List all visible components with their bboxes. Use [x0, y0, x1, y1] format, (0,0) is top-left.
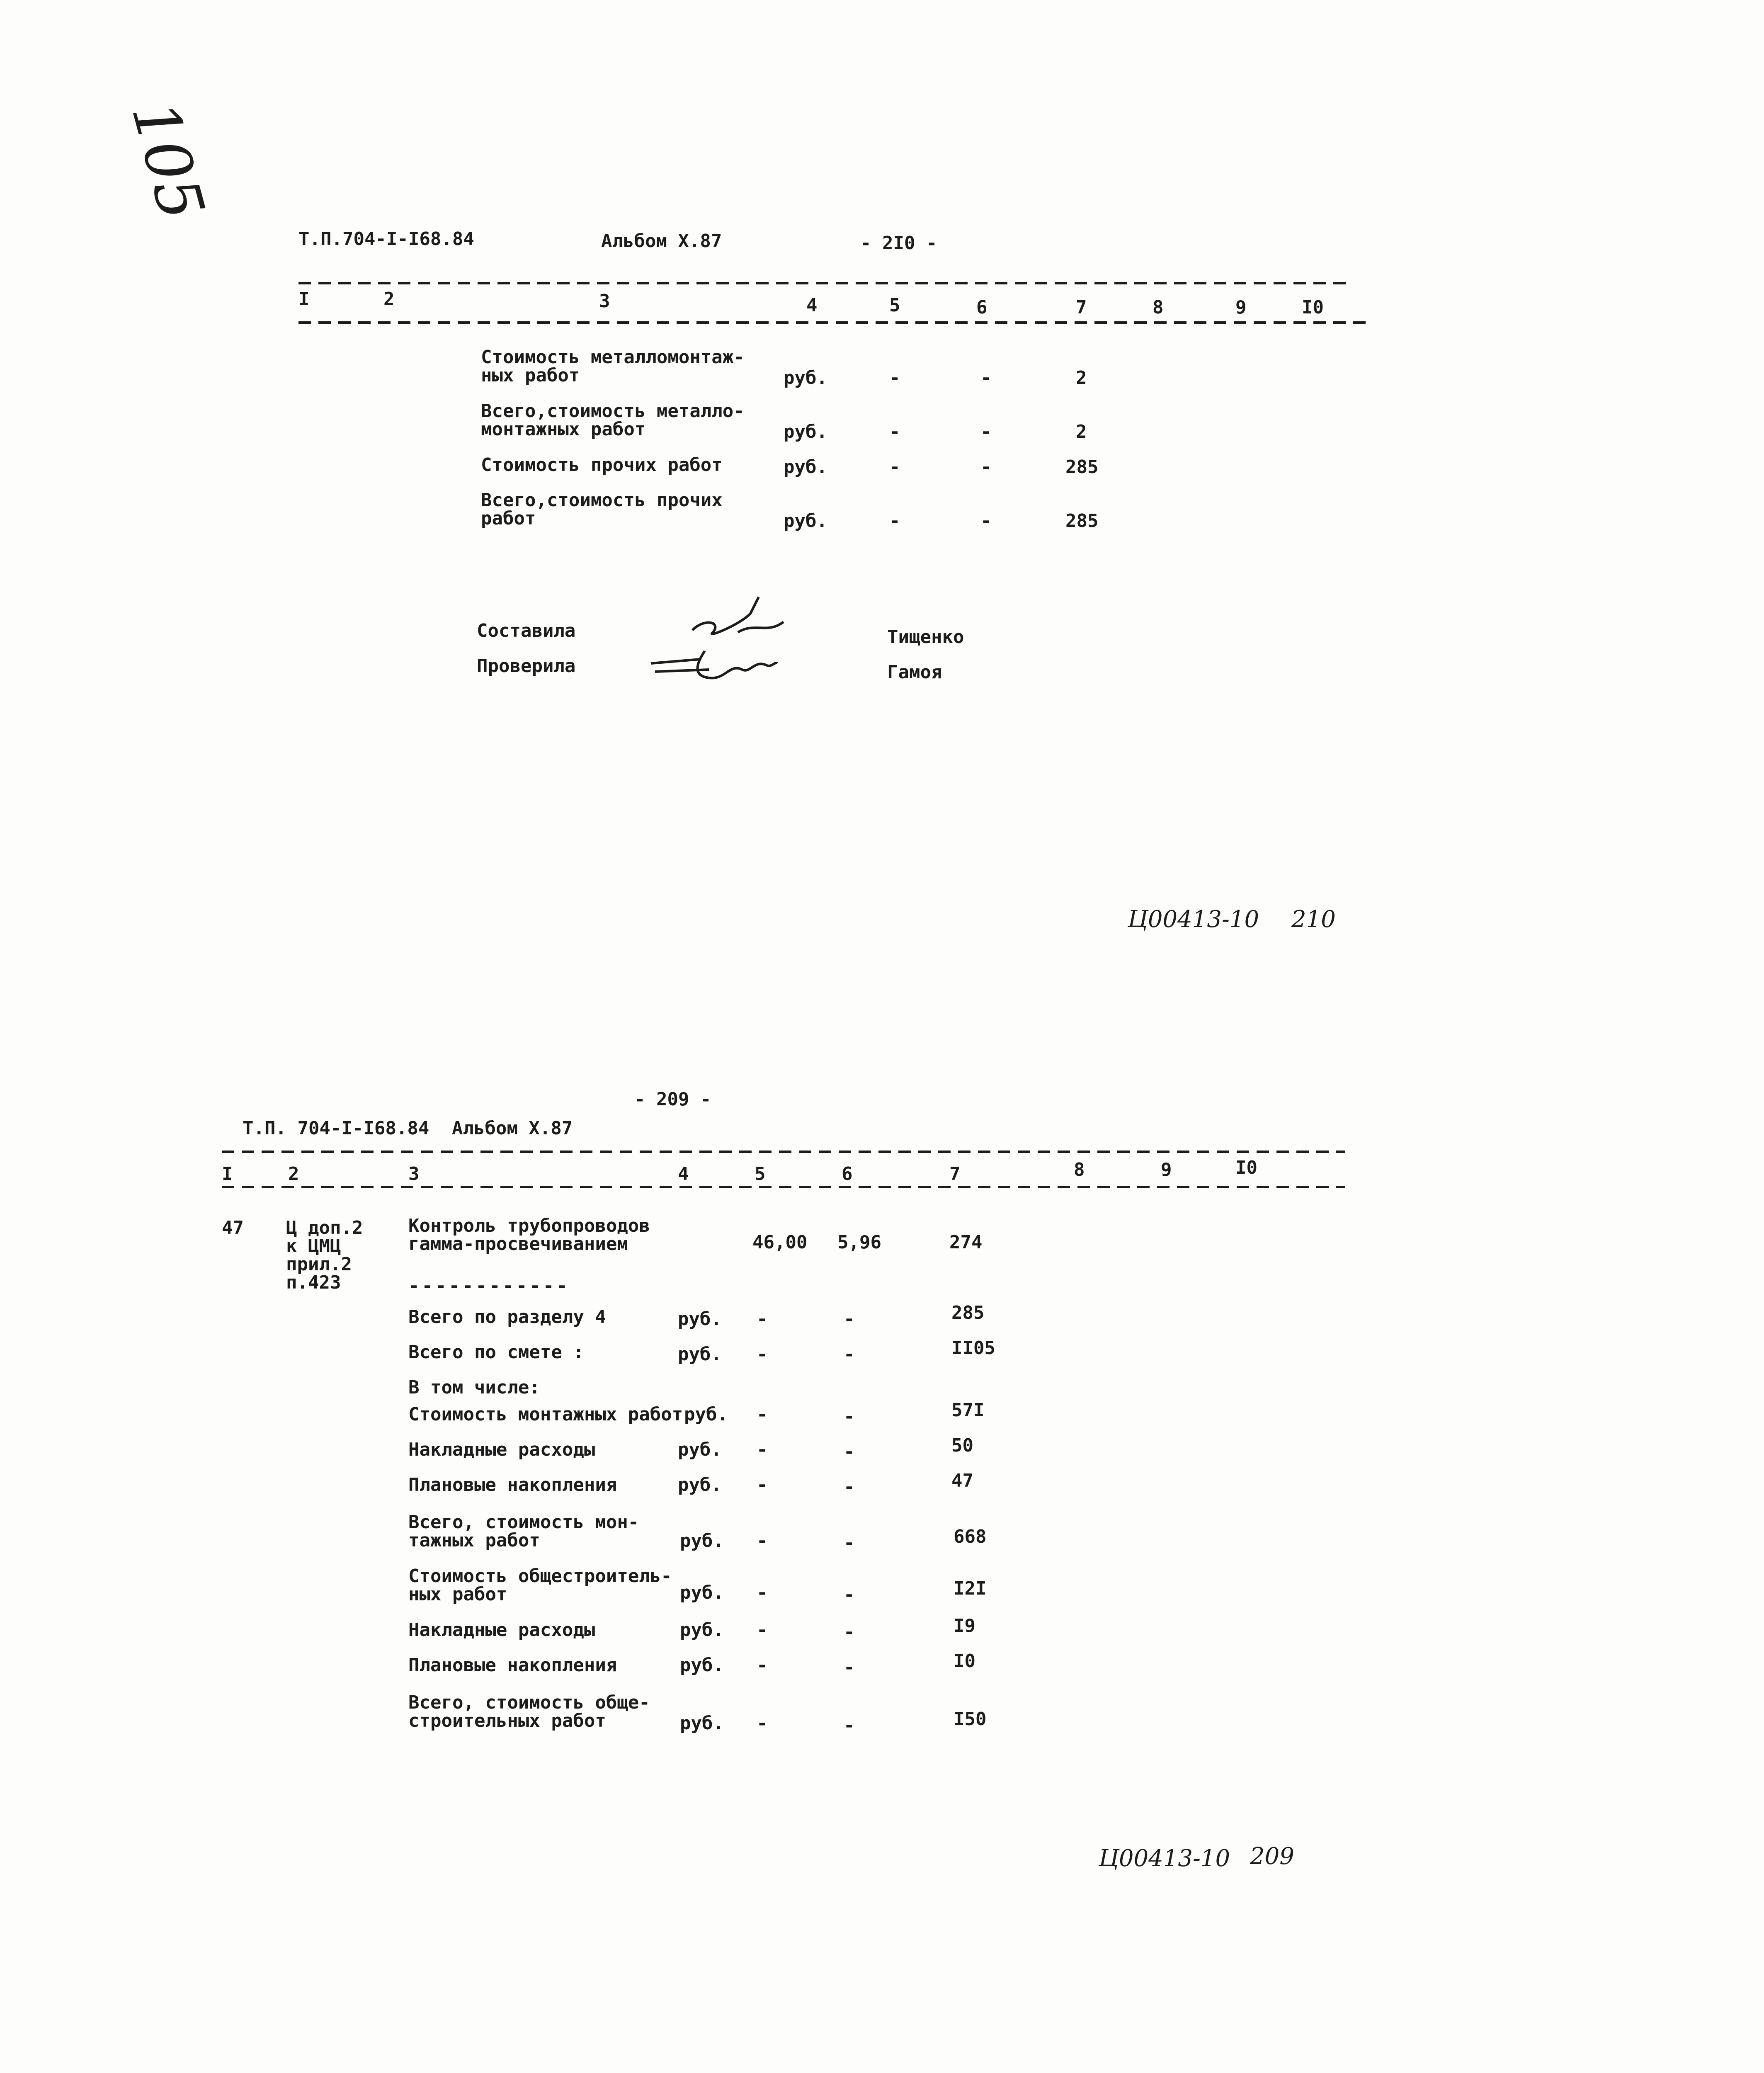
- signature-name: Гамоя: [887, 662, 942, 683]
- sheet-210-rule-bottom: [298, 321, 1368, 324]
- row-col7: 285: [1065, 510, 1099, 532]
- item-description: Контроль трубопроводов гамма-просвечиванием: [408, 1215, 650, 1255]
- sheet-209-stamp-page: 209: [1250, 1843, 1294, 1870]
- col-5: 5: [889, 295, 900, 316]
- row-col7: I2I: [954, 1578, 987, 1599]
- sheet-209-album: Альбом X.87: [452, 1118, 573, 1139]
- row-col5: -: [757, 1582, 768, 1603]
- row-description: Всего, стоимость обще- строительных работ: [408, 1692, 650, 1731]
- item-separator: ------------: [408, 1275, 570, 1296]
- row-col5: -: [757, 1308, 768, 1330]
- col-8: 8: [1153, 297, 1164, 318]
- row-col5: -: [757, 1474, 768, 1495]
- corner-handwritten-mark: 105: [117, 94, 218, 228]
- row-col7: 285: [1065, 456, 1099, 478]
- row-unit: руб.: [684, 1404, 728, 1425]
- row-col6: -: [980, 421, 992, 442]
- row-col7: I50: [954, 1709, 987, 1730]
- sheet-210-stamp-code: Ц00413-10: [1128, 906, 1259, 933]
- row-unit: руб.: [784, 510, 827, 532]
- row-description: Плановые накопления: [408, 1655, 617, 1676]
- signature-role: Проверила: [477, 655, 576, 677]
- signature-role: Составила: [477, 620, 576, 641]
- row-col7: 285: [951, 1302, 985, 1323]
- row-col7: 2: [1076, 367, 1087, 388]
- row-col7: 668: [954, 1526, 987, 1547]
- col-9: 9: [1161, 1159, 1172, 1180]
- row-unit: руб.: [680, 1655, 724, 1676]
- row-col5: -: [757, 1713, 768, 1734]
- item-col6: 5,96: [837, 1232, 881, 1253]
- row-description: Стоимость монтажных работ: [408, 1404, 683, 1425]
- row-col6: -: [980, 367, 992, 388]
- row-col5: -: [757, 1655, 768, 1676]
- row-col7: 57I: [951, 1400, 985, 1421]
- col-6: 6: [842, 1163, 853, 1185]
- row-col5: -: [889, 456, 900, 478]
- row-col7: 50: [951, 1435, 973, 1456]
- item-number: 47: [222, 1217, 244, 1238]
- row-description: Стоимость металломонтаж- ных работ: [481, 347, 745, 386]
- row-description: Всего, стоимость мон- тажных работ: [408, 1512, 639, 1551]
- row-col6: -: [844, 1715, 855, 1736]
- row-unit: руб.: [680, 1713, 724, 1734]
- sheet-209-stamp-code: Ц00413-10: [1099, 1845, 1230, 1872]
- row-unit: руб.: [680, 1619, 724, 1641]
- row-unit: руб.: [678, 1474, 722, 1495]
- row-unit: руб.: [678, 1308, 722, 1330]
- row-col6: -: [844, 1657, 855, 1678]
- row-col5: -: [889, 510, 900, 532]
- sheet-210-rule-top: [298, 282, 1347, 284]
- row-col6: -: [844, 1622, 855, 1643]
- row-unit: руб.: [678, 1344, 722, 1365]
- row-unit: руб.: [680, 1530, 724, 1551]
- row-col7: 2: [1076, 421, 1087, 442]
- row-unit: руб.: [784, 421, 827, 442]
- handwritten-signature-icon: [688, 593, 788, 643]
- col-3: 3: [408, 1163, 420, 1185]
- row-col6: -: [980, 456, 992, 478]
- row-col6: -: [980, 510, 992, 532]
- col-2: 2: [288, 1163, 299, 1185]
- col-10: I0: [1302, 297, 1324, 318]
- sheet-209-rule-bottom: [222, 1186, 1345, 1188]
- sheet-210-page-number: - 2I0 -: [860, 233, 937, 254]
- item-col5: 46,00: [752, 1232, 808, 1253]
- row-col6: -: [844, 1406, 855, 1427]
- row-col5: -: [757, 1439, 768, 1460]
- row-description: Накладные расходы: [408, 1619, 595, 1641]
- row-col5: -: [889, 421, 900, 442]
- col-4: 4: [806, 295, 818, 316]
- row-description: Всего,стоимость металло- монтажных работ: [481, 401, 745, 440]
- row-unit: руб.: [784, 456, 827, 478]
- col-10: I0: [1235, 1157, 1257, 1178]
- row-unit: руб.: [784, 367, 827, 388]
- signature-name: Тищенко: [887, 626, 964, 648]
- row-col5: -: [757, 1404, 768, 1425]
- row-col6: -: [844, 1532, 855, 1554]
- row-col6: -: [844, 1476, 855, 1498]
- col-4: 4: [678, 1163, 689, 1185]
- row-col6: -: [844, 1584, 855, 1605]
- sheet-209-rule-top: [222, 1151, 1345, 1153]
- row-unit: руб.: [680, 1582, 724, 1603]
- item-reference: Ц доп.2 к ЦМЦ прил.2 п.423: [286, 1217, 363, 1293]
- row-col7: I0: [954, 1651, 975, 1672]
- row-col5: -: [757, 1344, 768, 1365]
- row-description: Стоимость общестроитель- ных работ: [408, 1566, 672, 1605]
- col-5: 5: [755, 1163, 766, 1185]
- row-col6: -: [844, 1441, 855, 1462]
- row-col7: I9: [954, 1615, 975, 1636]
- row-description: Накладные расходы: [408, 1439, 595, 1460]
- row-unit: руб.: [678, 1439, 722, 1460]
- row-col5: -: [889, 367, 900, 388]
- row-description: Всего,стоимость прочих работ: [481, 490, 723, 529]
- row-col5: -: [757, 1530, 768, 1551]
- col-6: 6: [976, 297, 988, 318]
- col-2: 2: [383, 289, 395, 310]
- row-description: Всего по разделу 4: [408, 1306, 606, 1328]
- row-description: Всего по смете :: [408, 1342, 584, 1363]
- col-9: 9: [1235, 297, 1247, 318]
- row-col5: -: [757, 1619, 768, 1641]
- col-3: 3: [599, 291, 610, 312]
- col-8: 8: [1074, 1159, 1085, 1180]
- sheet-209-page-number: - 209 -: [634, 1089, 711, 1110]
- sheet-209-code: Т.П. 704-I-I68.84: [243, 1118, 429, 1139]
- col-1: I: [222, 1163, 233, 1185]
- row-description: Стоимость прочих работ: [481, 454, 723, 476]
- sheet-210-album: Альбом X.87: [601, 231, 722, 252]
- sheet-210-code: Т.П.704-I-I68.84: [298, 228, 474, 250]
- sheet-210-stamp-page: 210: [1291, 906, 1336, 933]
- row-col7: II05: [951, 1337, 995, 1359]
- handwritten-signature-icon: [647, 647, 779, 684]
- row-description: Плановые накопления: [408, 1474, 617, 1495]
- col-1: I: [298, 289, 310, 310]
- item-col7: 274: [949, 1232, 983, 1253]
- row-col6: -: [844, 1344, 855, 1365]
- row-col7: 47: [951, 1470, 973, 1491]
- col-7: 7: [949, 1163, 961, 1185]
- row-description: В том числе:: [408, 1377, 540, 1398]
- col-7: 7: [1076, 297, 1087, 318]
- row-col6: -: [844, 1308, 855, 1330]
